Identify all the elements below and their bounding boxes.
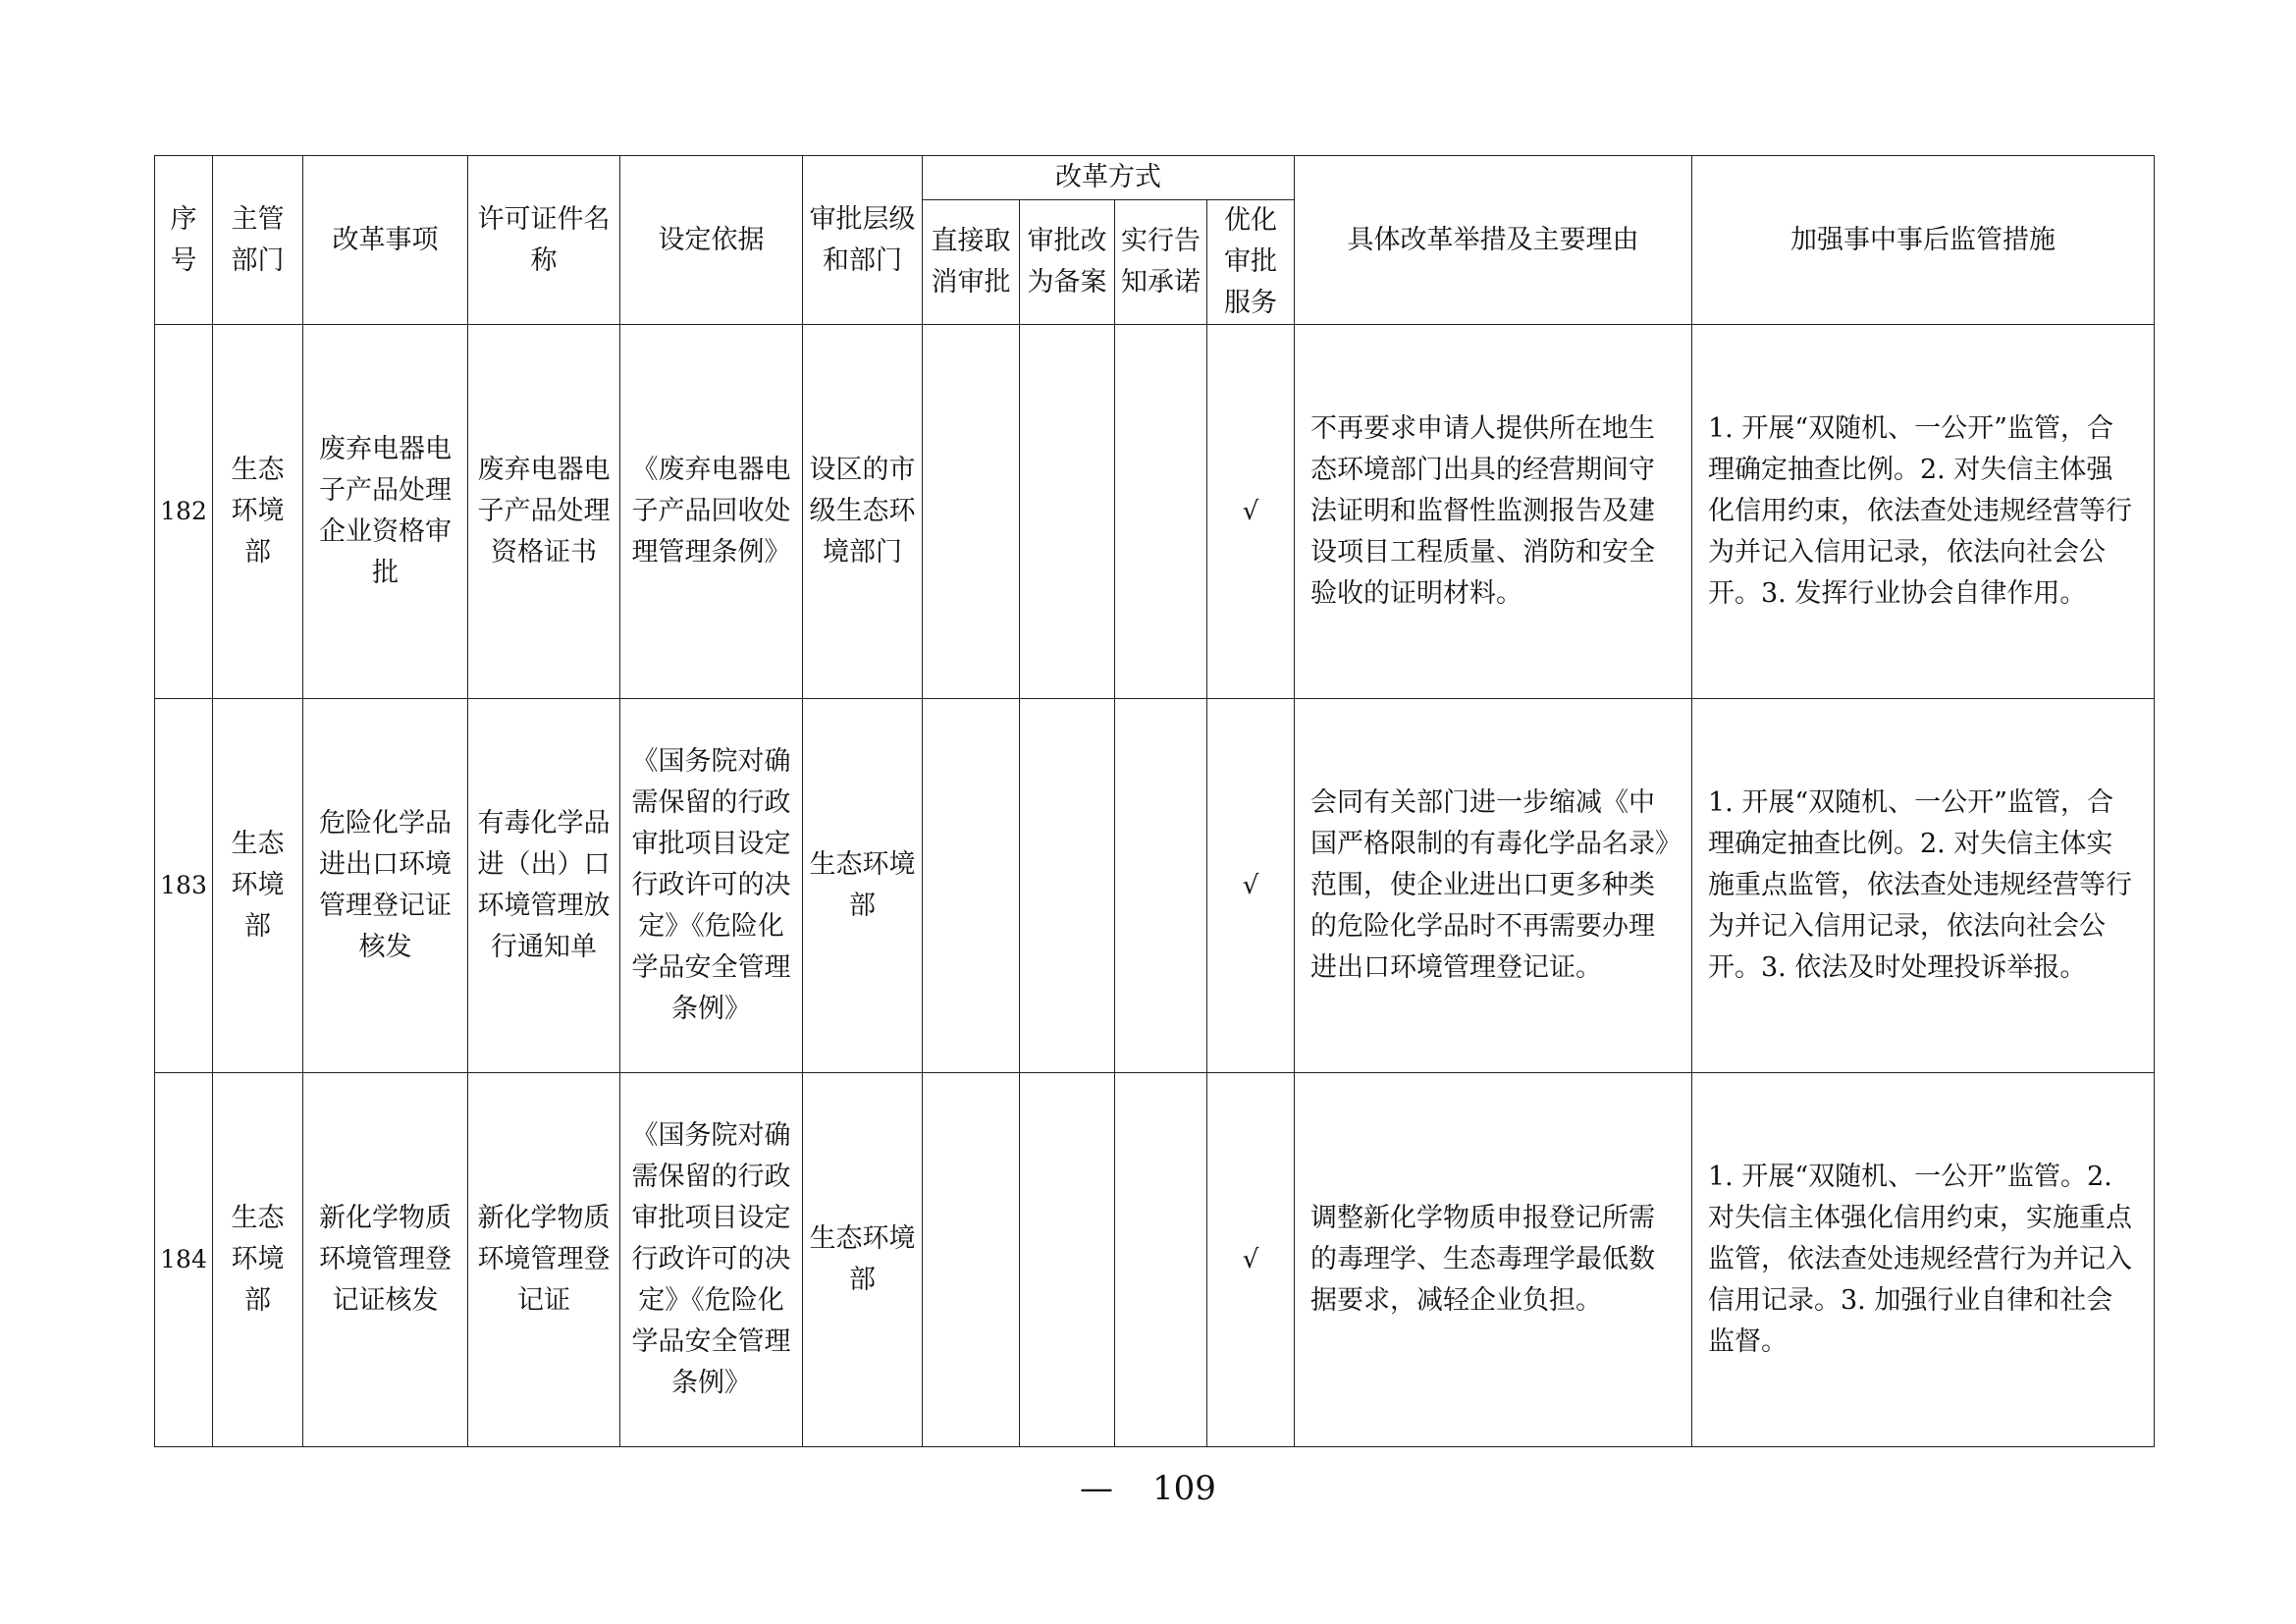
cell-mode-notify	[1115, 1073, 1207, 1447]
cell-dept: 生态环境部	[213, 699, 303, 1073]
cell-license: 新化学物质环境管理登记证	[468, 1073, 620, 1447]
cell-basis: 《国务院对确需保留的行政审批项目设定行政许可的决定》《危险化学品安全管理条例》	[620, 699, 803, 1073]
cell-license: 有毒化学品进（出）口环境管理放行通知单	[468, 699, 620, 1073]
page-number: 109	[1152, 1469, 1216, 1508]
table-row	[155, 699, 2155, 1073]
cell-mode-notify	[1115, 325, 1207, 699]
cell-mode-optimize: √	[1207, 325, 1295, 699]
cell-mode-optimize: √	[1207, 1073, 1295, 1447]
cell-measures: 会同有关部门进一步缩减《中国严格限制的有毒化学品名录》范围，使企业进出口更多种类的危险化学品时不再需要办理进出口环境管理登记证。	[1295, 699, 1692, 1073]
header-level: 审批层级和部门	[803, 156, 923, 325]
cell-supervision: 1. 开展“双随机、一公开”监管，合理确定抽查比例。2. 对失信主体实施重点监管，依法查处违规经营等行为并记入信用记录，依法向社会公开。3. 依法及时处理投诉举报。	[1692, 699, 2155, 1073]
header-mode-notify: 实行告知承诺	[1115, 200, 1207, 325]
cell-dept: 生态环境部	[213, 1073, 303, 1447]
cell-level: 生态环境部	[803, 1073, 923, 1447]
cell-mode-cancel	[923, 325, 1020, 699]
cell-supervision: 1. 开展“双随机、一公开”监管，合理确定抽查比例。2. 对失信主体强化信用约束，依法查处违规经营等行为并记入信用记录，依法向社会公开。3. 发挥行业协会自律作用。	[1692, 325, 2155, 699]
cell-supervision: 1. 开展“双随机、一公开”监管。2. 对失信主体强化信用约束，实施重点监管，依法查处违规经营行为并记入信用记录。3. 加强行业自律和社会监督。	[1692, 1073, 2155, 1447]
cell-level: 设区的市级生态环境部门	[803, 325, 923, 699]
cell-license: 废弃电器电子产品处理资格证书	[468, 325, 620, 699]
cell-seq: 184	[155, 1073, 213, 1447]
cell-mode-notify	[1115, 699, 1207, 1073]
cell-seq: 183	[155, 699, 213, 1073]
cell-measures: 调整新化学物质申报登记所需的毒理学、生态毒理学最低数据要求，减轻企业负担。	[1295, 1073, 1692, 1447]
header-item: 改革事项	[303, 156, 468, 325]
header-mode-record: 审批改为备案	[1020, 200, 1115, 325]
cell-mode-record	[1020, 1073, 1115, 1447]
footer-dash: —	[1080, 1469, 1114, 1508]
page-footer	[0, 1469, 2296, 1508]
cell-mode-cancel	[923, 1073, 1020, 1447]
cell-mode-record	[1020, 699, 1115, 1073]
cell-basis: 《国务院对确需保留的行政审批项目设定行政许可的决定》《危险化学品安全管理条例》	[620, 1073, 803, 1447]
header-supervision: 加强事中事后监管措施	[1692, 156, 2155, 325]
cell-basis: 《废弃电器电子产品回收处理管理条例》	[620, 325, 803, 699]
cell-mode-optimize: √	[1207, 699, 1295, 1073]
cell-item: 新化学物质环境管理登记证核发	[303, 1073, 468, 1447]
cell-item: 废弃电器电子产品处理企业资格审批	[303, 325, 468, 699]
table-row	[155, 1073, 2155, 1447]
header-seq: 序号	[155, 156, 213, 325]
header-mode-group: 改革方式	[923, 156, 1295, 200]
header-mode-optimize: 优化审批服务	[1207, 200, 1295, 325]
cell-measures: 不再要求申请人提供所在地生态环境部门出具的经营期间守法证明和监督性监测报告及建设项目工程质量、消防和安全验收的证明材料。	[1295, 325, 1692, 699]
cell-item: 危险化学品进出口环境管理登记证核发	[303, 699, 468, 1073]
reform-table	[154, 155, 2155, 1447]
cell-level: 生态环境部	[803, 699, 923, 1073]
cell-dept: 生态环境部	[213, 325, 303, 699]
cell-mode-cancel	[923, 699, 1020, 1073]
cell-seq: 182	[155, 325, 213, 699]
header-measures: 具体改革举措及主要理由	[1295, 156, 1692, 325]
header-mode-cancel: 直接取消审批	[923, 200, 1020, 325]
header-dept: 主管部门	[213, 156, 303, 325]
header-license: 许可证件名称	[468, 156, 620, 325]
header-basis: 设定依据	[620, 156, 803, 325]
table-row	[155, 325, 2155, 699]
cell-mode-record	[1020, 325, 1115, 699]
